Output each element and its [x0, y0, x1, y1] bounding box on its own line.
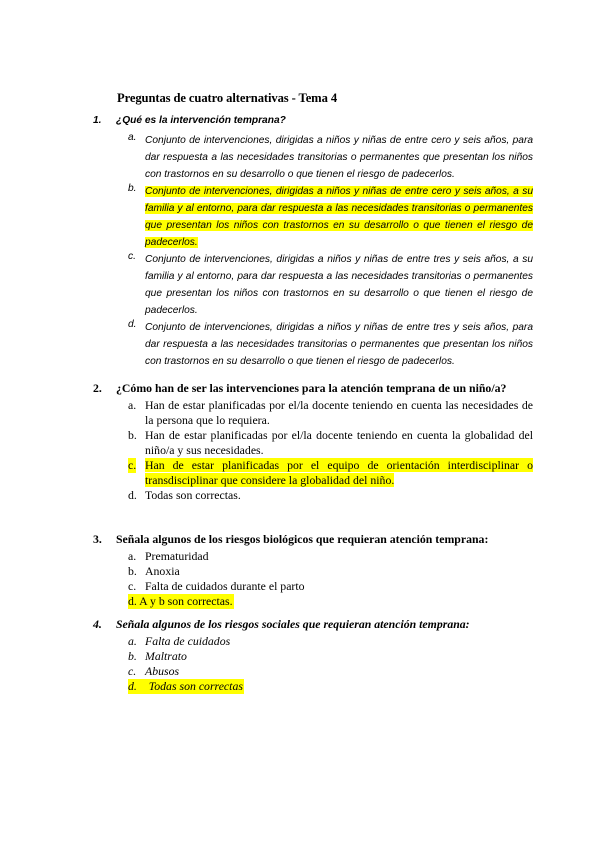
question-header — [93, 532, 533, 549]
option-b — [93, 564, 533, 579]
option-text: Han de estar planificadas por el/la docente teniendo en cuenta la globalidad del niño/a y sus necesidades. — [145, 428, 533, 457]
question-text: ¿Cómo han de ser las intervenciones para la atención temprana de un niño/a? — [116, 381, 507, 395]
question-number: 3. — [93, 532, 102, 546]
option-a — [93, 398, 533, 428]
option-text: Anoxia — [145, 564, 180, 578]
option-b — [93, 183, 533, 251]
question-number: 2. — [93, 381, 102, 395]
question-1 — [93, 115, 533, 370]
option-letter: a. — [128, 549, 137, 563]
option-text: Falta de cuidados durante el parto — [145, 579, 305, 593]
question-header — [93, 617, 533, 634]
option-letter: a. — [128, 634, 137, 648]
option-text: Han de estar planificadas por el/la docente teniendo en cuenta las necesidades de la persona que lo requiera. — [145, 398, 533, 427]
option-text-highlighted: A y b son correctas. — [139, 594, 233, 608]
option-a — [93, 549, 533, 564]
option-letter: c. — [128, 251, 136, 262]
option-d — [93, 488, 533, 503]
question-text: ¿Qué es la intervención temprana? — [116, 115, 286, 126]
option-c — [93, 664, 533, 679]
question-header — [93, 115, 533, 132]
question-text: Señala algunos de los riesgos sociales que requieran atención temprana: — [116, 617, 470, 631]
option-b — [93, 428, 533, 458]
option-letter: b. — [128, 564, 137, 578]
question-number: 1. — [93, 115, 102, 126]
option-text-highlighted: Todas son correctas — [148, 679, 243, 693]
page-title: Preguntas de cuatro alternativas - Tema 4 — [117, 91, 338, 105]
option-letter: d. — [128, 319, 137, 330]
option-text: Conjunto de intervenciones, dirigidas a niños y niñas de entre tres y seis años, para dar respuesta a las necesidades transitorias o permanentes que presentan los niños con trastornos en su desarrollo o que tienen el riesgo de padecerlos. — [145, 322, 533, 367]
option-letter: c. — [128, 458, 137, 472]
option-letter: a. — [128, 132, 137, 143]
option-text: Falta de cuidados — [145, 634, 231, 648]
option-a — [93, 132, 533, 183]
option-text-highlighted: Han de estar planificadas por el equipo de orientación interdisciplinar o transdisciplinar que considere la globalidad del niño. — [145, 458, 533, 487]
option-c — [93, 251, 533, 319]
question-3 — [93, 532, 533, 609]
option-b — [93, 649, 533, 664]
question-2 — [93, 381, 533, 503]
option-d — [93, 594, 533, 609]
option-letter: c. — [128, 664, 137, 678]
question-text: Señala algunos de los riesgos biológicos que requieran atención temprana: — [116, 532, 489, 546]
option-letter: b. — [128, 183, 137, 194]
option-letter: c. — [128, 579, 137, 593]
option-text: Todas son correctas. — [145, 488, 241, 502]
option-c — [93, 579, 533, 594]
option-a — [93, 634, 533, 649]
option-text: Abusos — [145, 664, 180, 678]
option-text: Conjunto de intervenciones, dirigidas a niños y niñas de entre tres y seis años, a su familia y al entorno, para dar respuesta a las necesidades transitorias o permanentes que presentan los niños con trastornos en su desarrollo o que tienen el riesgo de padecerlos. — [145, 254, 533, 316]
option-text-highlighted: Conjunto de intervenciones, dirigidas a niños y niñas de entre cero y seis años, a su familia y al entorno, para dar respuesta a las necesidades transitorias o permanentes que presentan los niños con trastornos en su desarrollo o que tienen el riesgo de padecerlos. — [145, 186, 533, 248]
option-letter: b. — [128, 649, 137, 663]
option-text: Conjunto de intervenciones, dirigidas a niños y niñas de entre cero y seis años, para dar respuesta a las necesidades transitorias o permanentes que presentan los niños con trastornos en su desarrollo o que tienen el riesgo de padecerlos. — [145, 135, 533, 180]
option-letter: b. — [128, 428, 137, 442]
option-d — [93, 679, 533, 694]
option-letter: d. — [128, 488, 137, 502]
option-letter: a. — [128, 398, 137, 412]
option-d — [93, 319, 533, 370]
option-text: Maltrato — [145, 649, 187, 663]
option-text: Prematuridad — [145, 549, 209, 563]
question-header — [93, 381, 533, 398]
option-c — [93, 458, 533, 488]
question-number: 4. — [93, 617, 102, 631]
question-4 — [93, 617, 533, 694]
option-letter: d. — [128, 679, 137, 693]
option-letter: d. — [128, 594, 137, 608]
